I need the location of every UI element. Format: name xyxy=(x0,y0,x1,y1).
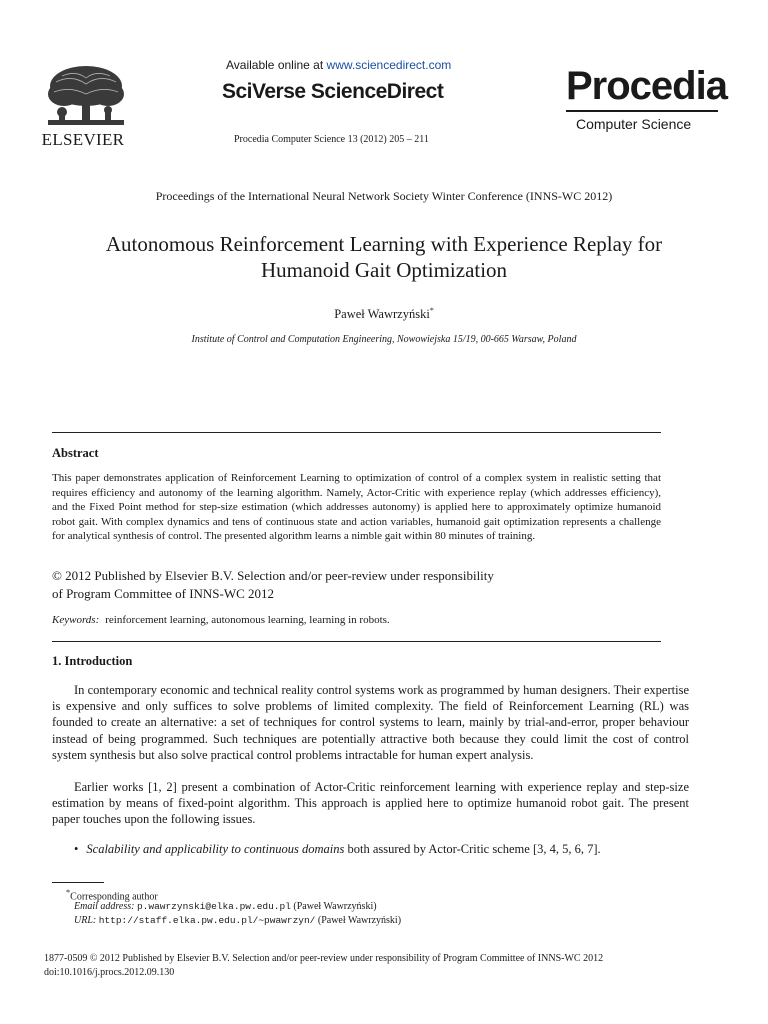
copyright-notice xyxy=(52,567,572,603)
footnote-mark: * xyxy=(66,888,71,897)
sciverse-logo: SciVerse ScienceDirect xyxy=(222,80,444,103)
footnote-url xyxy=(74,915,401,926)
keywords-line xyxy=(52,614,390,626)
keywords-list: reinforcement learning, autonomous learning, learning in robots. xyxy=(105,614,390,626)
sciencedirect-link[interactable]: www.sciencedirect.com xyxy=(326,58,452,72)
url-owner: (Paweł Wawrzyński) xyxy=(317,915,402,926)
intro-paragraph-1: In contemporary economic and technical reality control systems work as programmed by human designers. Their expertise is expensive and only suffices to solve problems of limited complexity. The field of Reinforcement Learning (RL) was founded to create an alternative: a set of techniques for control systems to learn, mainly by trial-and-error, proper behaviour instead of being programmed. Such techniques are potentially attractive both because they could limit the cost of control system synthesis but also solve practical control problems intractable for human expert analysis. xyxy=(52,683,689,762)
abstract-top-rule xyxy=(52,432,661,433)
email-label: Email address: xyxy=(74,901,135,912)
paper-title-line-1: Autonomous Reinforcement Learning with Experience Replay for xyxy=(105,232,663,256)
abstract-heading: Abstract xyxy=(52,446,99,460)
intro-bullet-item xyxy=(74,842,601,857)
abstract-body: This paper demonstrates application of Reinforcement Learning to optimization of control of a complex system in realistic setting that requires efficiency and autonomy of the learning algorithm. Namely, Actor-Critic with experience replay (which addresses efficiency), and the Fixed Point method for step-size estimation (which addresses autonomy) is applied here to approximately optimize humanoid robot gait. With complex dynamics and tens of continuous state and action variables, humanoid gait optimization represents a challenge for analytical synthesis of control. The presented algorithm learns a nimble gait within 80 minutes of training. xyxy=(52,472,661,543)
proceedings-line: Proceedings of the International Neural Network Society Winter Conference (INNS-WC 2012) xyxy=(155,189,613,203)
bullet-rest: both assured by Actor-Critic scheme [3, 4, 5, 6, 7]. xyxy=(344,842,601,856)
author-affiliation: Institute of Control and Computation Engineering, Nowowiejska 15/19, 00-665 Warsaw, Poland xyxy=(191,334,577,345)
bullet-emphasis: Scalability and applicability to continuous domains xyxy=(86,842,345,856)
available-prefix: Available online at xyxy=(226,58,327,72)
author-line xyxy=(0,306,768,322)
issn-copyright-line: 1877-0509 © 2012 Published by Elsevier B.V. Selection and/or peer-review under responsibility of Program Committee of INNS-WC 2012 xyxy=(44,953,604,964)
keywords-label: Keywords: xyxy=(52,614,100,626)
journal-citation: Procedia Computer Science 13 (2012) 205 – 211 xyxy=(234,134,429,145)
procedia-logo: Procedia xyxy=(566,64,727,108)
abstract-bottom-rule xyxy=(52,641,661,642)
copyright-line-2: of Program Committee of INNS-WC 2012 xyxy=(52,586,275,601)
procedia-subtitle: Computer Science xyxy=(576,116,692,132)
paper-title-line-2: Humanoid Gait Optimization xyxy=(260,258,508,282)
homepage-url-link[interactable]: http://staff.elka.pw.edu.pl/~pwawrzyn/ xyxy=(98,915,316,926)
email-owner: (Paweł Wawrzyński) xyxy=(293,901,377,912)
footnote-rule xyxy=(52,882,104,883)
procedia-logo-rule xyxy=(566,110,718,112)
author-footnote-mark: * xyxy=(429,306,434,315)
author-name: Paweł Wawrzyński xyxy=(334,307,430,322)
paper-title xyxy=(40,231,728,283)
intro-paragraph-2: Earlier works [1, 2] present a combination of Actor-Critic reinforcement learning with experience replay and step-size estimation by means of fixed-point algorithm. This approach is applied here to optimize humanoid robot gait. The present paper touches upon the following issues. xyxy=(52,780,689,827)
doi-line: doi:10.1016/j.procs.2012.09.130 xyxy=(44,967,175,978)
section-heading-introduction: 1. Introduction xyxy=(52,654,133,668)
email-address-link[interactable]: p.wawrzynski@elka.pw.edu.pl xyxy=(136,901,291,912)
copyright-line-1: © 2012 Published by Elsevier B.V. Selection and/or peer-review under responsibility xyxy=(52,568,494,583)
elsevier-wordmark: ELSEVIER xyxy=(41,130,125,149)
availability-line xyxy=(226,58,451,72)
footnote-corr-text: Corresponding author xyxy=(70,891,158,903)
footnote-email xyxy=(74,901,377,912)
bullet-symbol: • xyxy=(74,842,79,856)
url-label: URL: xyxy=(74,915,97,926)
